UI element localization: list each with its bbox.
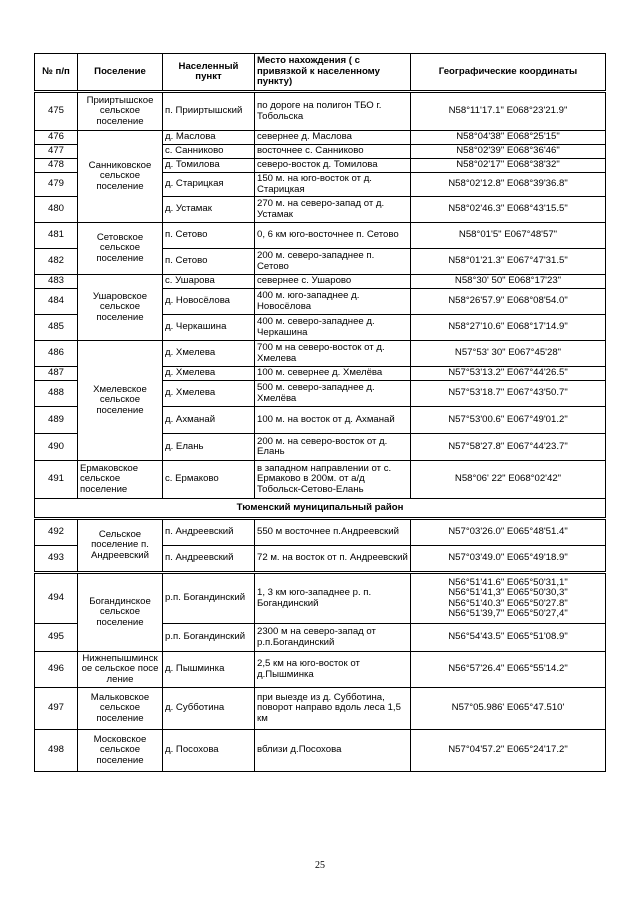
row-number: 497 — [35, 688, 78, 730]
table-row — [35, 730, 606, 772]
locality-cell: д. Новосёлова — [163, 289, 255, 315]
coords-cell: N57°03'49.0" E065°49'18.9" — [411, 546, 606, 572]
settlement-name: Сельское поселение п. Андреевский — [78, 520, 163, 572]
place-cell: 100 м. севернее д. Хмелёва — [255, 367, 411, 381]
row-number: 498 — [35, 730, 78, 772]
row-number: 496 — [35, 652, 78, 688]
locality-cell: д. Маслова — [163, 131, 255, 145]
locality-cell: д. Старицкая — [163, 173, 255, 197]
coords-cell: N56°51'41.6" E065°50'31,1" N56°51'41,3" E065°50'30,3" N56°51'40.3" E065°50'27.8" N56°51'39,7" E065°50'27,4" — [411, 574, 606, 624]
row-number: 487 — [35, 367, 78, 381]
settlement-name: Богандинское сельское поселение — [78, 574, 163, 652]
place-cell: 0, 6 км юго-восточнее п. Сетово — [255, 223, 411, 249]
header-num: № п/п — [35, 54, 78, 91]
coords-cell: N57°05.986' E065°47.510' — [411, 688, 606, 730]
locality-cell: д. Черкашина — [163, 315, 255, 341]
locality-cell: д. Хмелева — [163, 381, 255, 407]
place-cell: 200 м. на северо-восток от д. Елань — [255, 434, 411, 461]
row-number: 495 — [35, 624, 78, 652]
row-number: 490 — [35, 434, 78, 461]
locality-cell: д. Субботина — [163, 688, 255, 730]
settlement-name: Мальковское сельское поселение — [78, 688, 163, 730]
table-header-row — [35, 54, 606, 91]
settlement-name: Ушаровское сельское поселение — [78, 275, 163, 341]
coords-cell: N58°02'39" E068°36'46" — [411, 145, 606, 159]
row-number: 481 — [35, 223, 78, 249]
header-place: Место нахождения ( с привязкой к населенному пункту) — [255, 54, 411, 91]
table-row — [35, 574, 606, 624]
place-cell: севернее с. Ушарово — [255, 275, 411, 289]
row-number: 484 — [35, 289, 78, 315]
coords-cell: N58°06' 22" E068°02'42" — [411, 461, 606, 499]
region-title: Тюменский муниципальный район — [35, 499, 606, 518]
place-cell: 200 м. северо-западнее п. Сетово — [255, 249, 411, 275]
header-settlement: Поселение — [78, 54, 163, 91]
page-number: 25 — [315, 860, 325, 871]
sites-table — [34, 53, 606, 772]
place-cell: восточнее с. Санниково — [255, 145, 411, 159]
row-number: 489 — [35, 407, 78, 434]
coords-cell: N56°54'43.5" E065°51'08.9" — [411, 624, 606, 652]
locality-cell: п. Андреевский — [163, 546, 255, 572]
coords-cell: N57°53'18.7" E067°43'50.7" — [411, 381, 606, 407]
coords-cell: N57°53'00.6" E067°49'01.2" — [411, 407, 606, 434]
locality-cell: с. Ермаково — [163, 461, 255, 499]
coords-cell: N58°01'21.3" E067°47'31.5" — [411, 249, 606, 275]
place-cell: по дороге на полигон ТБО г. Тобольска — [255, 93, 411, 131]
locality-cell: п. Сетово — [163, 249, 255, 275]
settlement-name: Нижнепышминское сельское поселение — [78, 652, 163, 688]
row-number: 480 — [35, 197, 78, 223]
place-cell: 400 м. северо-западнее д. Черкашина — [255, 315, 411, 341]
row-number: 476 — [35, 131, 78, 145]
place-cell: 700 м на северо-восток от д. Хмелева — [255, 341, 411, 367]
row-number: 486 — [35, 341, 78, 367]
coords-cell: N58°02'12.8" E068°39'36.8" — [411, 173, 606, 197]
place-cell: 2,5 км на юго-восток от д.Пышминка — [255, 652, 411, 688]
locality-cell: д. Елань — [163, 434, 255, 461]
place-cell: 100 м. на восток от д. Ахманай — [255, 407, 411, 434]
table-row — [35, 131, 606, 145]
settlement-name: Московское сельское поселение — [78, 730, 163, 772]
coords-cell: N57°04'57.2" E065°24'17.2" — [411, 730, 606, 772]
row-number: 491 — [35, 461, 78, 499]
settlement-name: Санниковское сельское поселение — [78, 131, 163, 223]
locality-cell: п. Сетово — [163, 223, 255, 249]
row-number: 483 — [35, 275, 78, 289]
locality-cell: п. Прииртышский — [163, 93, 255, 131]
region-header-row — [35, 499, 606, 518]
locality-cell: д. Посохова — [163, 730, 255, 772]
locality-cell: р.п. Богандинский — [163, 574, 255, 624]
place-cell: севернее д. Маслова — [255, 131, 411, 145]
table-row — [35, 223, 606, 249]
locality-cell: с. Санниково — [163, 145, 255, 159]
settlement-name: Сетовское сельское поселение — [78, 223, 163, 275]
coords-cell: N58°04'38" E068°25'15" — [411, 131, 606, 145]
place-cell: в западном направлении от с. Ермаково в 200м. от а/д Тобольск-Сетово-Елань — [255, 461, 411, 499]
coords-cell: N58°01'5" E067°48'57" — [411, 223, 606, 249]
locality-cell: д. Хмелева — [163, 341, 255, 367]
locality-cell: п. Андреевский — [163, 520, 255, 546]
place-cell: 500 м. северо-западнее д. Хмелёва — [255, 381, 411, 407]
coords-cell: N58°02'17" E068°38'32" — [411, 159, 606, 173]
place-cell: 150 м. на юго-восток от д. Старицкая — [255, 173, 411, 197]
header-locality: Населенный пункт — [163, 54, 255, 91]
table-row — [35, 275, 606, 289]
place-cell: 1, 3 км юго-западнее р. п. Богандинский — [255, 574, 411, 624]
row-number: 479 — [35, 173, 78, 197]
coords-cell: N56°57'26.4" E065°55'14.2" — [411, 652, 606, 688]
place-cell: 2300 м на северо-запад от р.п.Богандинский — [255, 624, 411, 652]
locality-cell: д. Пышминка — [163, 652, 255, 688]
row-number: 493 — [35, 546, 78, 572]
header-coords: Географические координаты — [411, 54, 606, 91]
place-cell: северо-восток д. Томилова — [255, 159, 411, 173]
settlement-name: Хмелевское сельское поселение — [78, 341, 163, 461]
row-number: 477 — [35, 145, 78, 159]
table-row — [35, 341, 606, 367]
row-number: 488 — [35, 381, 78, 407]
coords-cell: N58°11'17.1" E068°23'21.9" — [411, 93, 606, 131]
locality-cell: д. Ахманай — [163, 407, 255, 434]
place-cell: 550 м восточнее п.Андреевский — [255, 520, 411, 546]
locality-cell: д. Устамак — [163, 197, 255, 223]
place-cell: вблизи д.Посохова — [255, 730, 411, 772]
table-row — [35, 652, 606, 688]
locality-cell: с. Ушарова — [163, 275, 255, 289]
locality-cell: д. Хмелева — [163, 367, 255, 381]
place-cell: 400 м. юго-западнее д. Новосёлова — [255, 289, 411, 315]
row-number: 485 — [35, 315, 78, 341]
row-number: 478 — [35, 159, 78, 173]
settlement-name: Прииртышское сельское поселение — [78, 93, 163, 131]
row-number: 482 — [35, 249, 78, 275]
place-cell: при выезде из д. Субботина, поворот направо вдоль леса 1,5 км — [255, 688, 411, 730]
row-number: 492 — [35, 520, 78, 546]
settlement-name: Ермаковское сельское поселение — [78, 461, 163, 499]
place-cell: 72 м. на восток от п. Андреевский — [255, 546, 411, 572]
coords-cell: N57°58'27.8" E067°44'23.7" — [411, 434, 606, 461]
row-number: 494 — [35, 574, 78, 624]
table-row — [35, 461, 606, 499]
coords-cell: N58°27'10.6" E068°17'14.9" — [411, 315, 606, 341]
table-row — [35, 520, 606, 546]
locality-cell: р.п. Богандинский — [163, 624, 255, 652]
coords-cell: N57°03'26.0" E065°48'51.4" — [411, 520, 606, 546]
coords-cell: N58°26'57.9" E068°08'54.0" — [411, 289, 606, 315]
table-row — [35, 688, 606, 730]
locality-cell: д. Томилова — [163, 159, 255, 173]
table-row — [35, 93, 606, 131]
coords-cell: N58°30' 50" E068°17'23" — [411, 275, 606, 289]
place-cell: 270 м. на северо-запад от д. Устамак — [255, 197, 411, 223]
coords-cell: N57°53'13.2" E067°44'26.5" — [411, 367, 606, 381]
coords-cell: N58°02'46.3" E068°43'15.5" — [411, 197, 606, 223]
coords-cell: N57°53' 30" E067°45'28" — [411, 341, 606, 367]
row-number: 475 — [35, 93, 78, 131]
